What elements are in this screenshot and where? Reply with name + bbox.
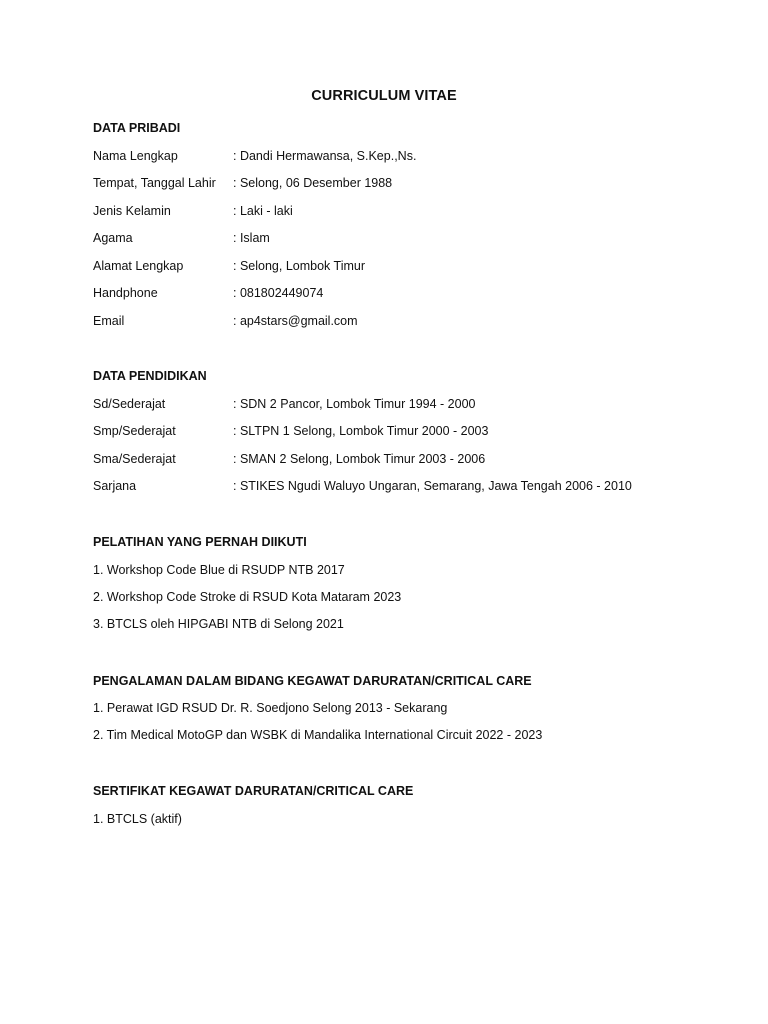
experience-item: 1. Perawat IGD RSUD Dr. R. Soedjono Selong 2013 - Sekarang <box>93 701 448 715</box>
personal-row <box>93 259 365 273</box>
section-heading-education: DATA PENDIDIKAN <box>93 369 207 383</box>
training-item: 2. Workshop Code Stroke di RSUD Kota Mataram 2023 <box>93 590 402 604</box>
field-value: : STIKES Ngudi Waluyo Ungaran, Semarang, Jawa Tengah 2006 - 2010 <box>233 479 632 493</box>
field-label: Handphone <box>93 286 158 300</box>
field-value: : SDN 2 Pancor, Lombok Timur 1994 - 2000 <box>233 397 476 411</box>
field-value: : Selong, Lombok Timur <box>233 259 366 273</box>
field-value: : Dandi Hermawansa, S.Kep.,Ns. <box>233 149 417 163</box>
education-row <box>93 424 488 438</box>
personal-row <box>93 231 270 245</box>
certificate-item: 1. BTCLS (aktif) <box>93 812 182 826</box>
field-value: : Selong, 06 Desember 1988 <box>233 176 393 190</box>
education-row <box>93 452 485 466</box>
personal-row <box>93 204 293 218</box>
section-heading-training: PELATIHAN YANG PERNAH DIIKUTI <box>93 535 307 549</box>
field-label: Smp/Sederajat <box>93 424 176 438</box>
field-label: Sma/Sederajat <box>93 452 176 466</box>
field-value: : SMAN 2 Selong, Lombok Timur 2003 - 2006 <box>233 452 486 466</box>
field-label: Alamat Lengkap <box>93 259 184 273</box>
field-value: : 081802449074 <box>233 286 324 300</box>
document-title: CURRICULUM VITAE <box>311 88 457 104</box>
field-label: Sarjana <box>93 479 137 493</box>
education-row <box>93 479 632 493</box>
field-value-email: : ap4stars@gmail.com <box>233 314 358 328</box>
field-label: Email <box>93 314 125 328</box>
personal-row <box>93 149 416 163</box>
field-value: : SLTPN 1 Selong, Lombok Timur 2000 - 2003 <box>233 424 489 438</box>
training-item: 3. BTCLS oleh HIPGABI NTB di Selong 2021 <box>93 617 344 631</box>
field-label: Tempat, Tanggal Lahir <box>93 176 216 190</box>
training-item: 1. Workshop Code Blue di RSUDP NTB 2017 <box>93 563 345 577</box>
field-value: : Islam <box>233 231 270 245</box>
experience-item: 2. Tim Medical MotoGP dan WSBK di Mandalika International Circuit 2022 - 2023 <box>93 728 543 742</box>
field-label: Sd/Sederajat <box>93 397 166 411</box>
personal-row <box>93 286 323 300</box>
education-row <box>93 397 476 411</box>
personal-row <box>93 314 358 328</box>
section-heading-personal: DATA PRIBADI <box>93 121 181 135</box>
field-label: Jenis Kelamin <box>93 204 171 218</box>
field-label: Agama <box>93 231 133 245</box>
section-heading-experience: PENGALAMAN DALAM BIDANG KEGAWAT DARURATAN/CRITICAL CARE <box>93 674 532 688</box>
field-label: Nama Lengkap <box>93 149 178 163</box>
field-value: : Laki - laki <box>233 204 293 218</box>
section-heading-certificates: SERTIFIKAT KEGAWAT DARURATAN/CRITICAL CARE <box>93 784 414 798</box>
personal-row <box>93 176 392 190</box>
